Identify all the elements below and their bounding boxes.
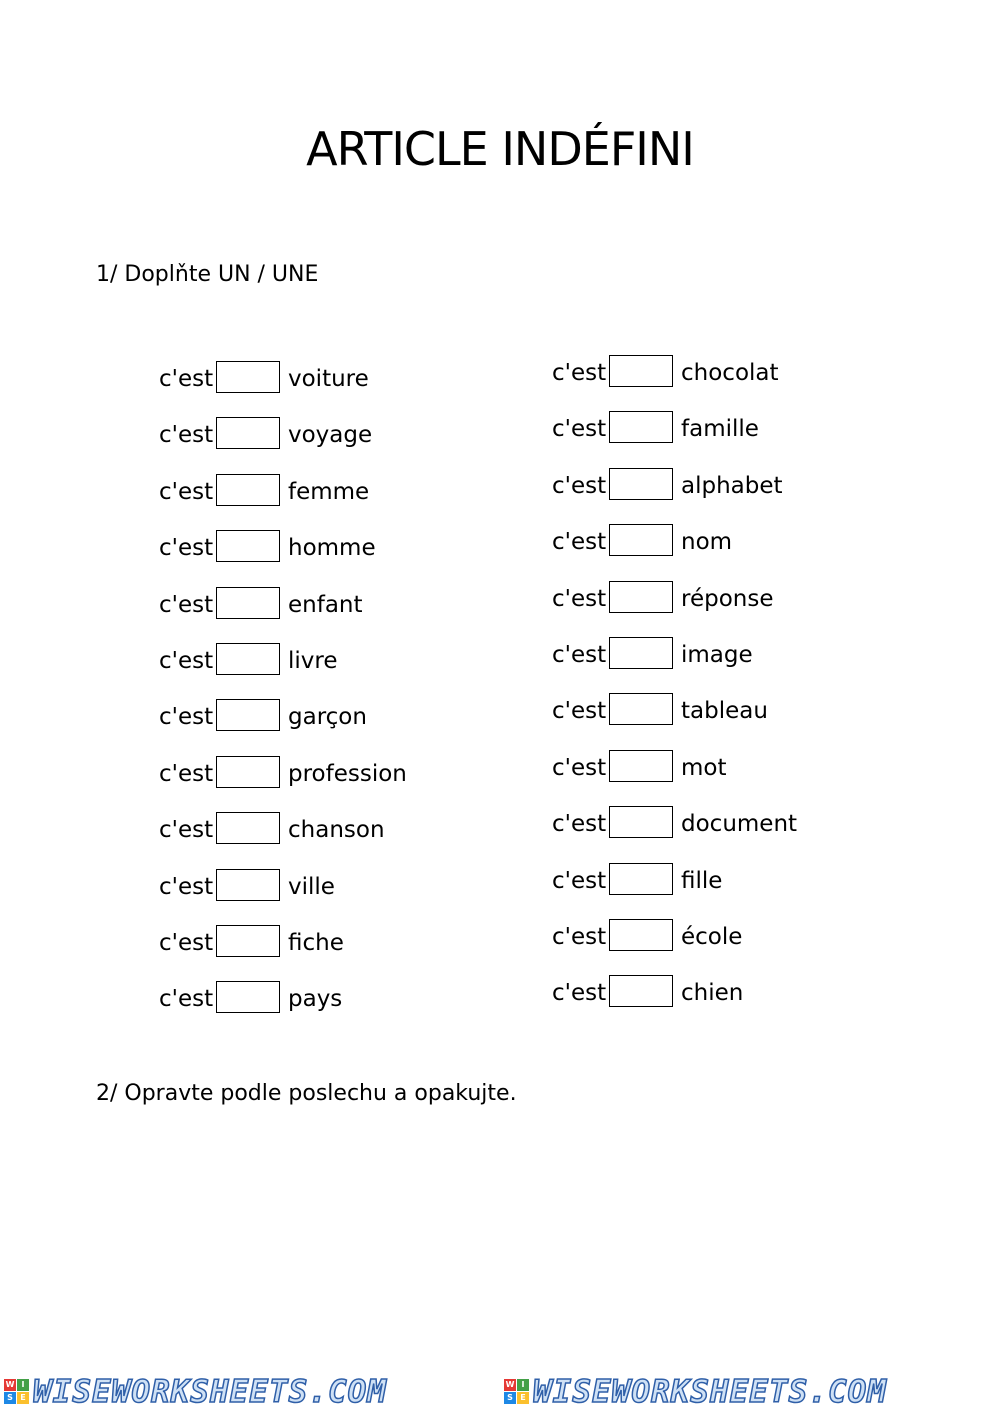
- logo-letter: E: [17, 1392, 29, 1404]
- watermark-footer: [0, 1370, 1000, 1413]
- cest-label: c'est: [159, 535, 214, 562]
- noun-label: document: [681, 811, 798, 838]
- exercise-row: [552, 750, 797, 806]
- cest-label: c'est: [552, 867, 607, 894]
- wiseworksheets-logo-icon: [504, 1379, 529, 1404]
- noun-label: mot: [681, 754, 727, 781]
- noun-label: fille: [681, 867, 723, 894]
- right-exercise-column: [552, 355, 797, 1032]
- noun-label: enfant: [288, 591, 363, 618]
- cest-label: c'est: [552, 754, 607, 781]
- cest-label: c'est: [552, 472, 607, 499]
- watermark-text: WISEWORKSHEETS.COM: [533, 1373, 887, 1410]
- article-input-profession[interactable]: [216, 756, 280, 788]
- noun-label: pays: [288, 986, 343, 1013]
- article-input-garcon[interactable]: [216, 699, 280, 731]
- worksheet-title: ARTICLE INDÉFINI: [306, 122, 694, 176]
- article-input-reponse[interactable]: [609, 581, 673, 613]
- exercise-row: [552, 355, 797, 411]
- exercise-row: [159, 981, 407, 1037]
- cest-label: c'est: [159, 422, 214, 449]
- article-input-femme[interactable]: [216, 474, 280, 506]
- exercise-row: [159, 361, 407, 417]
- exercise-row: [552, 581, 797, 637]
- article-input-nom[interactable]: [609, 524, 673, 556]
- exercise-row: [159, 869, 407, 925]
- article-input-alphabet[interactable]: [609, 468, 673, 500]
- exercise-row: [552, 919, 797, 975]
- logo-letter: W: [505, 1380, 515, 1389]
- article-input-pays[interactable]: [216, 981, 280, 1013]
- article-input-chanson[interactable]: [216, 812, 280, 844]
- cest-label: c'est: [159, 647, 214, 674]
- noun-label: famille: [681, 416, 759, 443]
- article-input-ecole[interactable]: [609, 919, 673, 951]
- article-input-document[interactable]: [609, 806, 673, 838]
- cest-label: c'est: [552, 529, 607, 556]
- noun-label: homme: [288, 535, 376, 562]
- noun-label: livre: [288, 647, 338, 674]
- logo-letter: W: [5, 1380, 15, 1389]
- noun-label: école: [681, 923, 743, 950]
- logo-letter: I: [17, 1379, 29, 1391]
- cest-label: c'est: [159, 873, 214, 900]
- cest-label: c'est: [552, 980, 607, 1007]
- article-input-livre[interactable]: [216, 643, 280, 675]
- cest-label: c'est: [552, 923, 607, 950]
- article-input-fille[interactable]: [609, 863, 673, 895]
- left-exercise-column: [159, 361, 407, 1038]
- cest-label: c'est: [552, 416, 607, 443]
- cest-label: c'est: [159, 760, 214, 787]
- exercise-row: [159, 812, 407, 868]
- exercise-row: [159, 699, 407, 755]
- article-input-mot[interactable]: [609, 750, 673, 782]
- exercise-row: [552, 806, 797, 862]
- cest-label: c'est: [159, 704, 214, 731]
- cest-label: c'est: [552, 360, 607, 386]
- article-input-voiture[interactable]: [216, 361, 280, 393]
- cest-label: c'est: [159, 817, 214, 844]
- noun-label: alphabet: [681, 472, 783, 499]
- noun-label: profession: [288, 760, 407, 787]
- noun-label: tableau: [681, 698, 768, 725]
- article-input-tableau[interactable]: [609, 693, 673, 725]
- article-input-voyage[interactable]: [216, 417, 280, 449]
- cest-label: c'est: [159, 366, 214, 392]
- cest-label: c'est: [159, 478, 214, 505]
- article-input-image[interactable]: [609, 637, 673, 669]
- exercise-2-instruction: 2/ Opravte podle poslechu a opakujte.: [96, 1081, 517, 1106]
- exercise-row: [159, 587, 407, 643]
- exercise-1-instruction: 1/ Doplňte UN / UNE: [96, 262, 319, 287]
- noun-label: voiture: [288, 366, 369, 392]
- article-input-chocolat[interactable]: [609, 355, 673, 387]
- noun-label: femme: [288, 478, 370, 505]
- article-input-fiche[interactable]: [216, 925, 280, 957]
- exercise-row: [159, 530, 407, 586]
- cest-label: c'est: [159, 929, 214, 956]
- noun-label: garçon: [288, 704, 367, 731]
- exercise-row: [159, 474, 407, 530]
- logo-letter: S: [4, 1392, 16, 1404]
- exercise-row: [159, 756, 407, 812]
- exercise-row: [552, 411, 797, 467]
- article-input-chien[interactable]: [609, 975, 673, 1007]
- watermark-unit: [500, 1374, 1000, 1410]
- noun-label: ville: [288, 873, 335, 900]
- watermark-text: WISEWORKSHEETS.COM: [33, 1373, 387, 1410]
- exercise-row: [159, 925, 407, 981]
- noun-label: chocolat: [681, 360, 779, 386]
- exercise-row: [552, 637, 797, 693]
- cest-label: c'est: [552, 641, 607, 668]
- exercise-row: [552, 975, 797, 1031]
- logo-letter: I: [517, 1379, 529, 1391]
- article-input-enfant[interactable]: [216, 587, 280, 619]
- exercise-row: [159, 643, 407, 699]
- noun-label: image: [681, 641, 753, 668]
- article-input-homme[interactable]: [216, 530, 280, 562]
- exercise-row: [552, 524, 797, 580]
- watermark-unit: [0, 1374, 500, 1410]
- exercise-row: [552, 468, 797, 524]
- wiseworksheets-logo-icon: [4, 1379, 29, 1404]
- noun-label: chien: [681, 980, 744, 1007]
- exercise-row: [552, 693, 797, 749]
- cest-label: c'est: [552, 698, 607, 725]
- cest-label: c'est: [159, 986, 214, 1013]
- noun-label: nom: [681, 529, 733, 556]
- noun-label: voyage: [288, 422, 373, 449]
- exercise-row: [159, 417, 407, 473]
- exercise-row: [552, 863, 797, 919]
- noun-label: chanson: [288, 817, 385, 844]
- cest-label: c'est: [552, 585, 607, 612]
- noun-label: réponse: [681, 585, 774, 612]
- article-input-famille[interactable]: [609, 411, 673, 443]
- logo-letter: E: [517, 1392, 529, 1404]
- noun-label: fiche: [288, 929, 344, 956]
- cest-label: c'est: [159, 591, 214, 618]
- logo-letter: S: [504, 1392, 516, 1404]
- article-input-ville[interactable]: [216, 869, 280, 901]
- cest-label: c'est: [552, 811, 607, 838]
